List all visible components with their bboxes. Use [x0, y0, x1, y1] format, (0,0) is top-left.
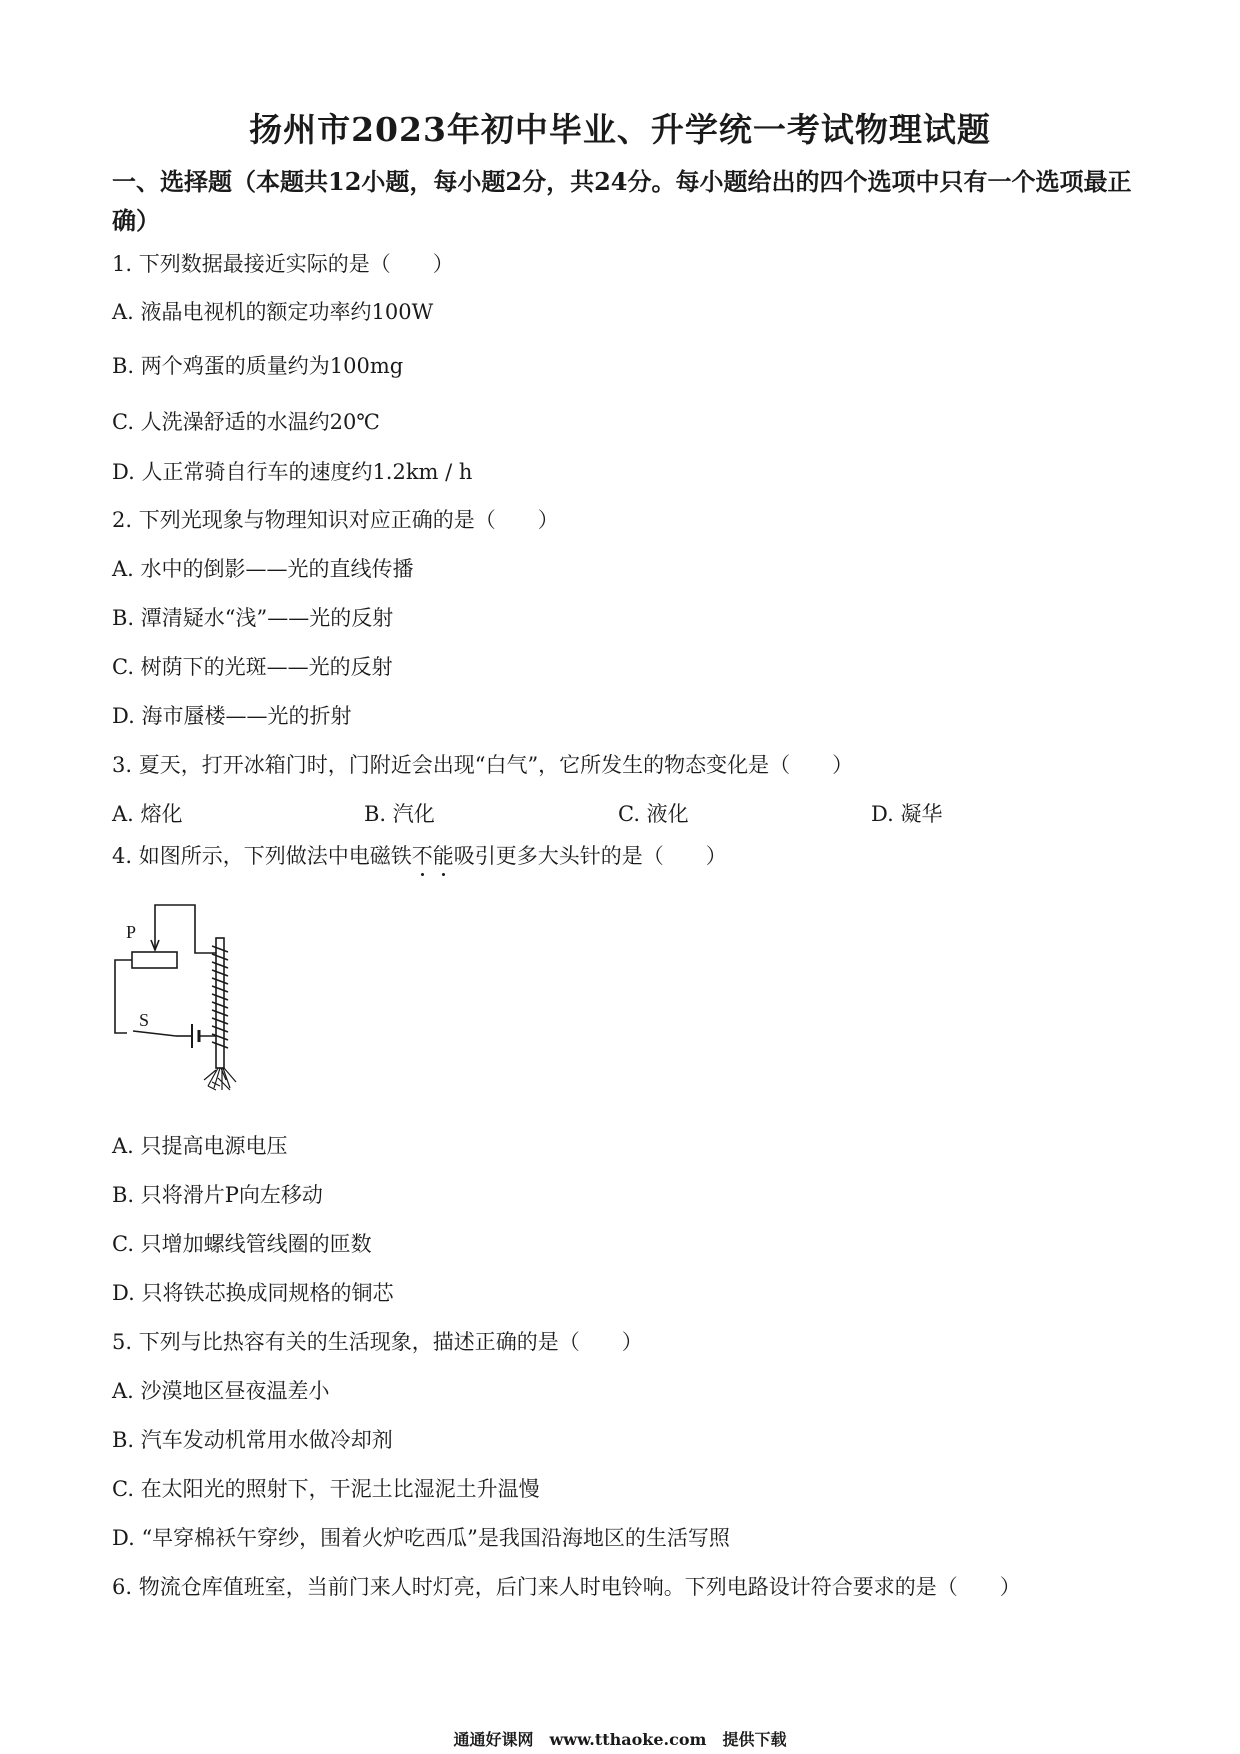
- question-4-stem-pre: 4. 如图所示，下列做法中电磁铁: [112, 844, 412, 868]
- label-p: P: [126, 922, 137, 942]
- switch-lever: [133, 1031, 176, 1036]
- question-1-stem: 1. 下列数据最接近实际的是（ ）: [112, 252, 454, 276]
- question-2-option-a: A. 水中的倒影——光的直线传播: [112, 557, 414, 581]
- question-3-option-c: C. 液化: [618, 802, 689, 826]
- electromagnet-circuit-diagram: [112, 900, 262, 1100]
- question-4-option-c: C. 只增加螺线管线圈的匝数: [112, 1232, 372, 1256]
- question-2-option-c: C. 树荫下的光斑——光的反射: [112, 655, 393, 679]
- question-4-option-b: B. 只将滑片P向左移动: [112, 1183, 323, 1207]
- question-6-stem: 6. 物流仓库值班室，当前门来人时灯亮，后门来人时电铃响。下列电路设计符合要求的是（ ）: [112, 1575, 1021, 1599]
- question-5-stem: 5. 下列与比热容有关的生活现象，描述正确的是（ ）: [112, 1330, 643, 1354]
- question-3-option-b: B. 汽化: [364, 802, 435, 826]
- emphasis-char: 不: [412, 840, 433, 870]
- page-title: 扬州市2023年初中毕业、升学统一考试物理试题: [249, 110, 991, 149]
- question-2-option-b: B. 潭清疑水“浅”——光的反射: [112, 606, 394, 630]
- question-1-option-a: A. 液晶电视机的额定功率约100W: [112, 300, 434, 324]
- question-4-option-a: A. 只提高电源电压: [112, 1134, 288, 1158]
- emphasis-char: 能: [433, 840, 454, 870]
- question-3-option-a: A. 熔化: [112, 802, 183, 826]
- question-4-stem-emphasis: [412, 844, 454, 868]
- question-2-stem: 2. 下列光现象与物理知识对应正确的是（ ）: [112, 508, 559, 532]
- question-1-option-d: D. 人正常骑自行车的速度约1.2km / h: [112, 460, 473, 484]
- question-4-stem-post: 吸引更多大头针的是（ ）: [453, 844, 727, 868]
- circuit-wire-top: [155, 905, 222, 953]
- question-1-option-c: C. 人洗澡舒适的水温约20℃: [112, 410, 380, 434]
- question-2-option-d: D. 海市蜃楼——光的折射: [112, 704, 352, 728]
- footer-source: 通通好课网 www.tthaoke.com 提供下载: [453, 1730, 787, 1749]
- circuit-wire-left: [115, 960, 132, 1033]
- question-3-stem: 3. 夏天，打开冰箱门时，门附近会出现“白气”，它所发生的物态变化是（ ）: [112, 753, 854, 777]
- question-5-option-b: B. 汽车发动机常用水做冷却剂: [112, 1428, 393, 1452]
- question-5-option-c: C. 在太阳光的照射下，干泥土比湿泥土升温慢: [112, 1477, 540, 1501]
- question-4-option-d: D. 只将铁芯换成同规格的铜芯: [112, 1281, 394, 1305]
- pins: [204, 1068, 236, 1090]
- question-5-option-a: A. 沙漠地区昼夜温差小: [112, 1379, 330, 1403]
- question-3-option-d: D. 凝华: [871, 802, 943, 826]
- question-1-option-b: B. 两个鸡蛋的质量约为100mg: [112, 354, 404, 378]
- question-5-option-d: D. “早穿棉袄午穿纱，围着火炉吃西瓜”是我国沿海地区的生活写照: [112, 1526, 730, 1550]
- section-heading: 一、选择题（本题共12小题，每小题2分，共24分。每小题给出的四个选项中只有一个选项最正确）: [112, 167, 1132, 235]
- label-s: S: [139, 1010, 150, 1030]
- rheostat: [132, 952, 177, 968]
- question-4-stem: [112, 840, 727, 870]
